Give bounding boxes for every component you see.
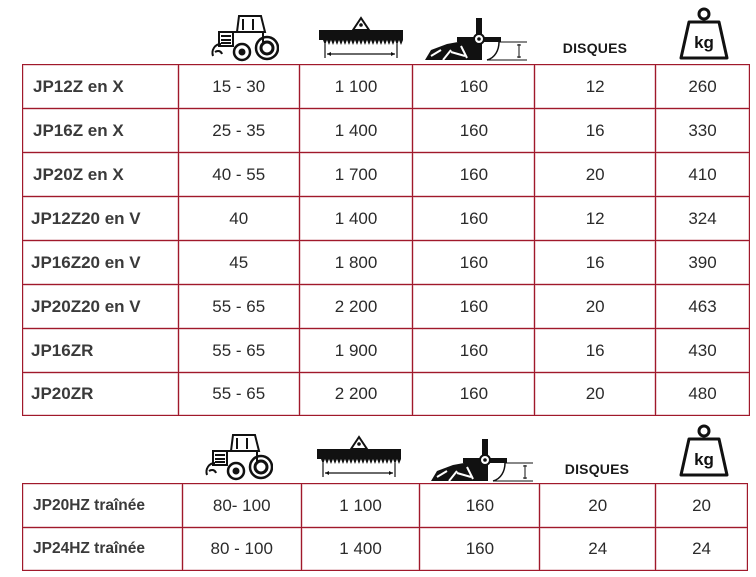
header-icons-2	[0, 425, 756, 485]
width-cell: 1 700	[299, 153, 413, 197]
spec-table-1	[22, 64, 750, 416]
table-row	[23, 65, 750, 109]
disques-header: DISQUES	[564, 461, 630, 477]
width-cell: 1 100	[301, 484, 420, 528]
power-cell: 15 - 30	[178, 65, 299, 109]
working-width-icon	[316, 8, 406, 64]
width-cell: 2 200	[299, 373, 413, 416]
disques-cell: 24	[540, 528, 656, 571]
weight-cell: 410	[656, 153, 750, 197]
table-row	[23, 153, 750, 197]
depth-cell: 160	[413, 153, 535, 197]
model-cell: JP20Z20 en V	[23, 285, 179, 329]
model-cell: JP20HZ traînée	[23, 484, 183, 528]
depth-cell: 160	[413, 65, 535, 109]
working-width-icon	[314, 427, 404, 483]
depth-cell: 160	[413, 285, 535, 329]
disques-cell: 12	[535, 197, 656, 241]
weight-cell: 463	[656, 285, 750, 329]
model-cell: JP12Z20 en V	[23, 197, 179, 241]
width-cell: 1 400	[299, 197, 413, 241]
depth-cell: 160	[420, 484, 540, 528]
svg-text:kg: kg	[694, 450, 714, 469]
model-cell: JP20Z en X	[23, 153, 179, 197]
depth-cell: 160	[413, 329, 535, 373]
depth-cell: 160	[413, 109, 535, 153]
model-cell: JP16Z20 en V	[23, 241, 179, 285]
table-row	[23, 329, 750, 373]
spec-table-2	[22, 483, 748, 571]
power-cell: 45	[178, 241, 299, 285]
weight-cell: 330	[656, 109, 750, 153]
weight-cell: 24	[656, 528, 748, 571]
disques-cell: 16	[535, 109, 656, 153]
model-cell: JP12Z en X	[23, 65, 179, 109]
disques-cell: 20	[535, 373, 656, 416]
disques-header: DISQUES	[562, 40, 628, 56]
depth-cell: 160	[413, 197, 535, 241]
table-row	[23, 197, 750, 241]
disques-cell: 20	[540, 484, 656, 528]
power-cell: 40	[178, 197, 299, 241]
power-cell: 55 - 65	[178, 329, 299, 373]
power-cell: 80- 100	[182, 484, 301, 528]
disques-cell: 16	[535, 241, 656, 285]
working-depth-icon	[420, 12, 532, 64]
weight-cell: 480	[656, 373, 750, 416]
disques-cell: 20	[535, 153, 656, 197]
model-cell: JP16Z en X	[23, 109, 179, 153]
model-cell: JP20ZR	[23, 373, 179, 416]
power-cell: 80 - 100	[182, 528, 301, 571]
table-row	[23, 241, 750, 285]
table-row	[23, 528, 748, 571]
disques-cell: 20	[535, 285, 656, 329]
weight-kg-icon	[676, 6, 732, 62]
table-row	[23, 109, 750, 153]
working-depth-icon	[426, 433, 538, 485]
depth-cell: 160	[420, 528, 540, 571]
depth-cell: 160	[413, 373, 535, 416]
weight-cell: 430	[656, 329, 750, 373]
width-cell: 1 400	[299, 109, 413, 153]
table-row	[23, 285, 750, 329]
power-cell: 25 - 35	[178, 109, 299, 153]
power-cell: 55 - 65	[178, 373, 299, 416]
header-icons-1	[0, 6, 756, 66]
model-cell: JP16ZR	[23, 329, 179, 373]
power-cell: 55 - 65	[178, 285, 299, 329]
weight-cell: 390	[656, 241, 750, 285]
weight-cell: 260	[656, 65, 750, 109]
width-cell: 1 100	[299, 65, 413, 109]
weight-cell: 324	[656, 197, 750, 241]
tractor-icon	[202, 429, 274, 481]
table-row	[23, 373, 750, 416]
model-cell: JP24HZ traînée	[23, 528, 183, 571]
depth-cell: 160	[413, 241, 535, 285]
weight-kg-icon	[676, 423, 732, 479]
weight-cell: 20	[656, 484, 748, 528]
disques-cell: 16	[535, 329, 656, 373]
svg-text:kg: kg	[694, 33, 714, 52]
width-cell: 2 200	[299, 285, 413, 329]
width-cell: 1 800	[299, 241, 413, 285]
table-row	[23, 484, 748, 528]
width-cell: 1 400	[301, 528, 420, 571]
width-cell: 1 900	[299, 329, 413, 373]
tractor-icon	[208, 10, 280, 62]
disques-cell: 12	[535, 65, 656, 109]
power-cell: 40 - 55	[178, 153, 299, 197]
